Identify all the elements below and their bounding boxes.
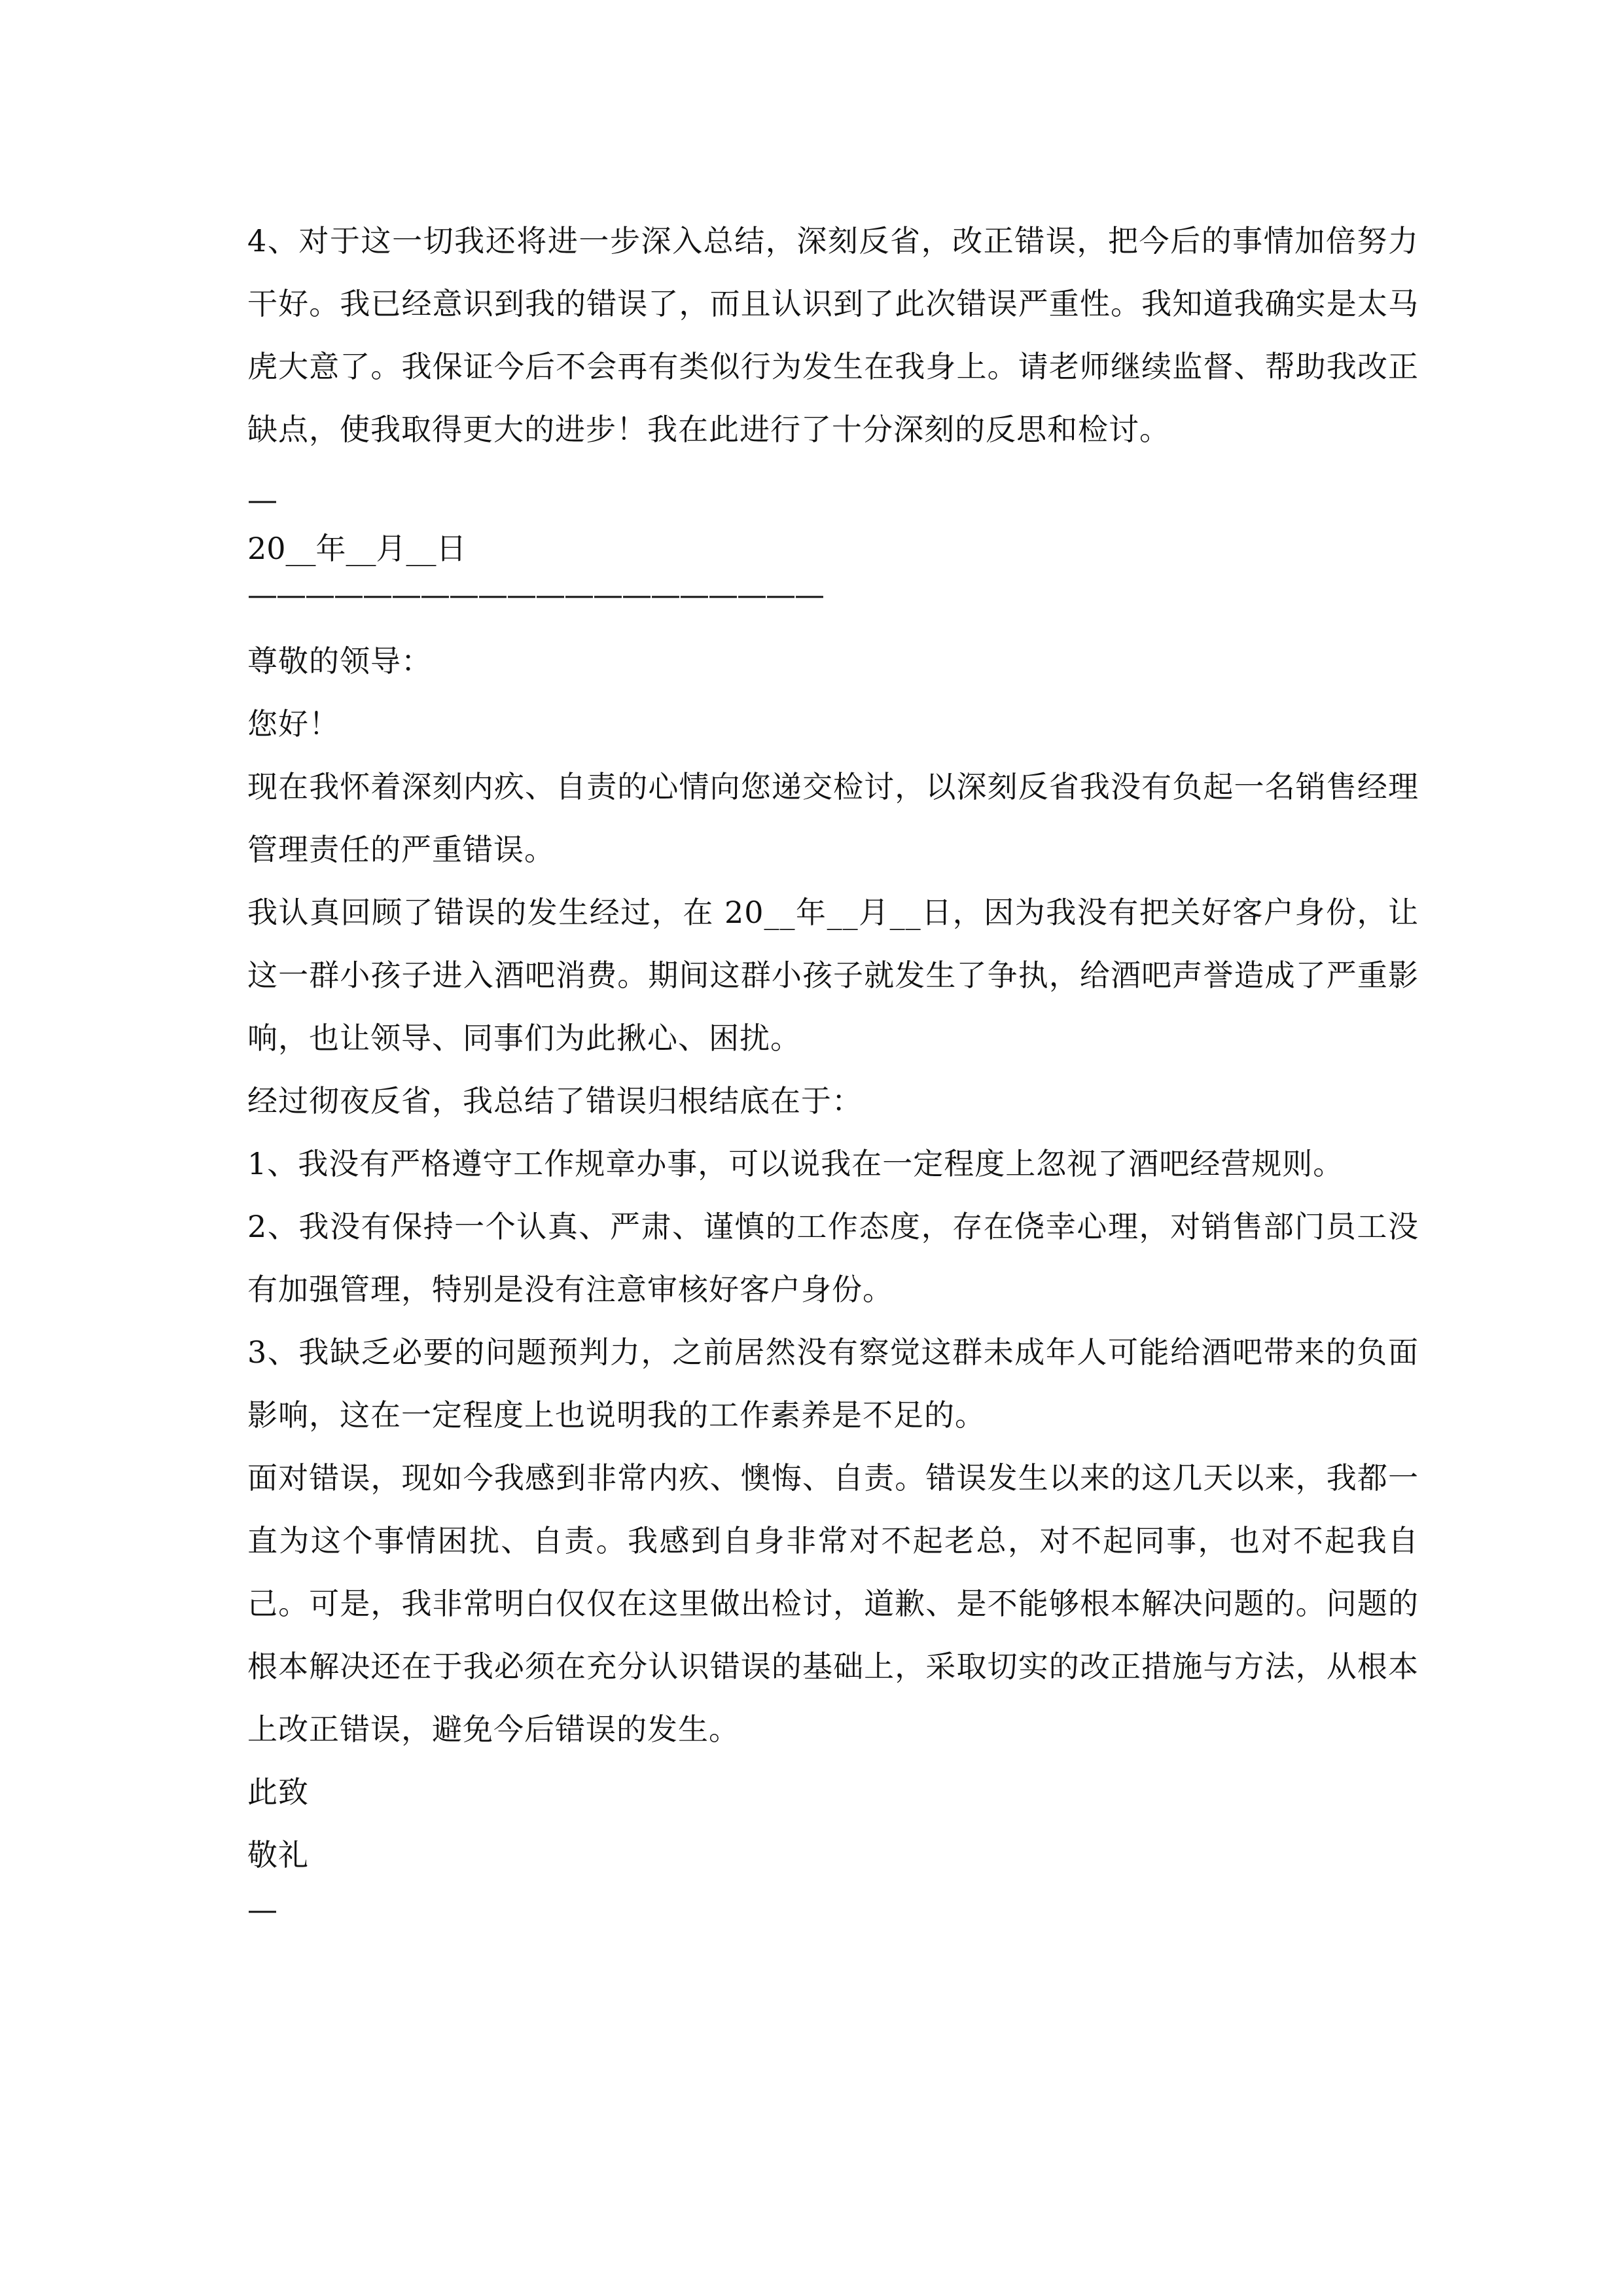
list-item: 3、我缺乏必要的问题预判力，之前居然没有察觉这群未成年人可能给酒吧带来的负面影响，这在一定程度上也说明我的工作素养是不足的。: [247, 1335, 1419, 1433]
list-item: 2、我没有保持一个认真、严肃、谨慎的工作态度，存在侥幸心理，对销售部门员工没有加强管理，特别是没有注意审核好客户身份。: [247, 1209, 1419, 1307]
body-paragraph: 我认真回顾了错误的发生经过，在 20__年__月__日，因为我没有把关好客户身份，让这一群小孩子进入酒吧消费。期间这群小孩子就发生了争执，给酒吧声誉造成了严重影响，也让领导、同事们为此揪心、困扰。: [247, 895, 1419, 1056]
body-paragraph: 现在我怀着深刻内疚、自责的心情向您递交检讨，以深刻反省我没有负起一名销售经理管理责任的严重错误。: [247, 769, 1419, 867]
item-4-paragraph: 4、对于这一切我还将进一步深入总结，深刻反省，改正错误，把今后的事情加倍努力干好。我已经意识到我的错误了，而且认识到了此次错误严重性。我知道我确实是太马虎大意了。我保证今后不会再有类似行为发生在我身上。请老师继续监督、帮助我改正缺点，使我取得更大的进步！我在此进行了十分深刻的反思和检讨。: [247, 223, 1419, 447]
salutation: 尊敬的领导：: [247, 643, 432, 679]
closing-line-2: 敬礼: [247, 1837, 309, 1873]
closing-line-1: 此致: [247, 1774, 309, 1810]
document-page: [247, 209, 1419, 1932]
body-paragraph: 面对错误，现如今我感到非常内疚、懊悔、自责。错误发生以来的这几天以来，我都一直为这个事情困扰、自责。我感到自身非常对不起老总，对不起同事，也对不起我自己。可是，我非常明白仅仅在这里做出检讨，道歉、是不能够根本解决问题的。问题的根本解决还在于我必须在充分认识错误的基础上，采取切实的改正措施与方法，从根本上改正错误，避免今后错误的发生。: [247, 1460, 1419, 1747]
signature-dash: —: [247, 482, 277, 517]
signature-dash: —: [247, 1892, 277, 1927]
body-paragraph: 经过彻夜反省，我总结了错误归根结底在于：: [247, 1083, 863, 1119]
date-line: 20__年__月__日: [247, 531, 467, 566]
greeting: 您好！: [247, 706, 340, 742]
list-item: 1、我没有严格遵守工作规章办事，可以说我在一定程度上忽视了酒吧经营规则。: [247, 1146, 1344, 1181]
section-separator: ————————————————————: [247, 577, 823, 612]
